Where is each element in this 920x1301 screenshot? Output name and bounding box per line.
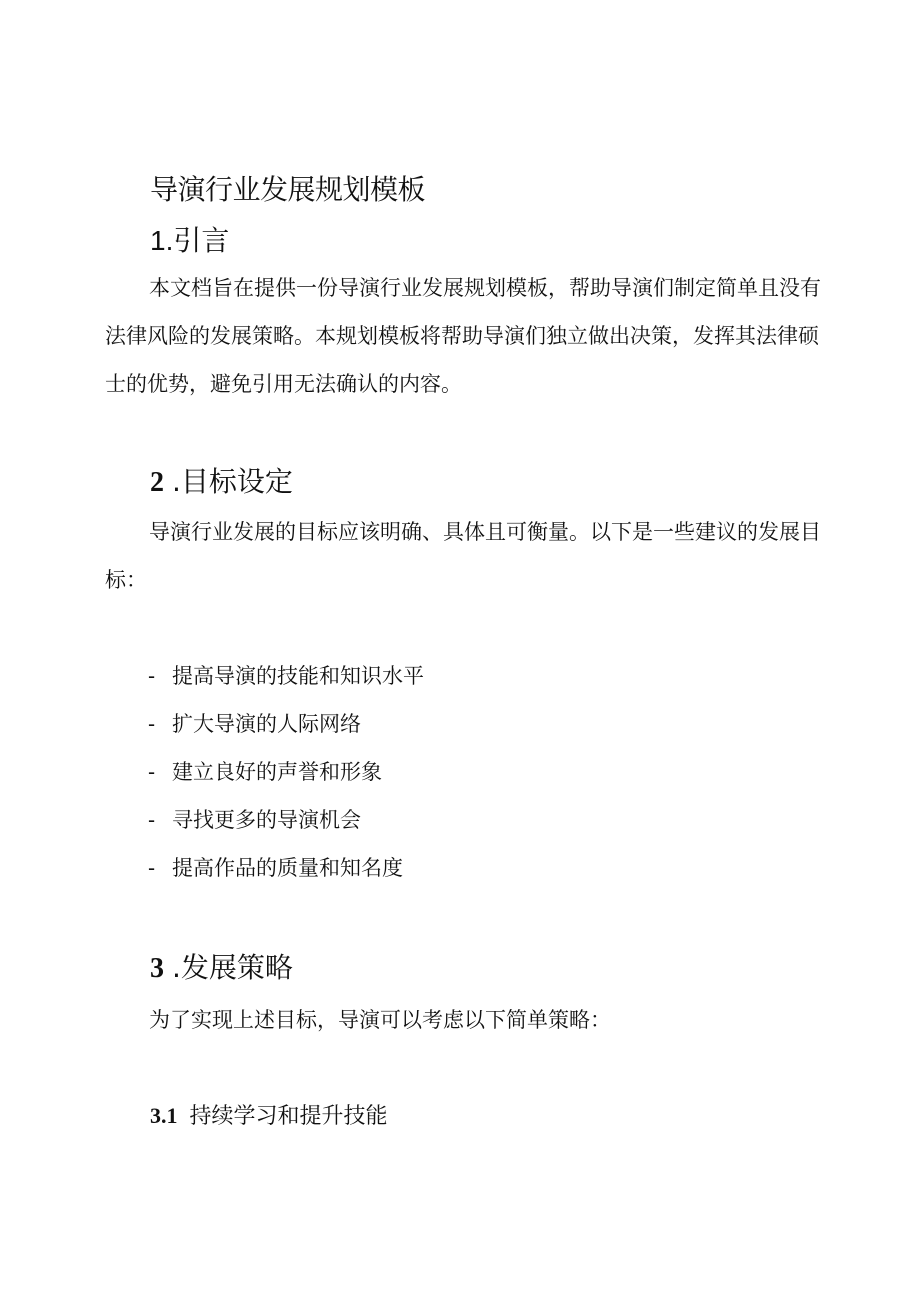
list-dash: - (148, 712, 156, 736)
subsection-3-1-number: 3.1 (150, 1103, 178, 1128)
section-3-title: .发展策略 (172, 951, 293, 984)
section-1-heading (150, 221, 229, 261)
list-item-text: 寻找更多的导演机会 (172, 808, 361, 832)
list-item (148, 800, 424, 848)
section-2-title: .目标设定 (172, 465, 293, 498)
list-dash: - (148, 664, 156, 688)
list-item-text: 提高导演的技能和知识水平 (172, 664, 424, 688)
subsection-3-1-heading (150, 1098, 388, 1135)
section-1-number: 1. (150, 225, 174, 256)
list-dash: - (148, 760, 156, 784)
list-item-text: 提高作品的质量和知名度 (172, 856, 403, 880)
goal-list (148, 656, 424, 896)
subsection-3-1-title: 持续学习和提升技能 (189, 1104, 388, 1129)
document-title: 导演行业发展规划模板 (150, 173, 426, 206)
list-item-text: 扩大导演的人际网络 (172, 712, 361, 736)
section-3-paragraph: 为了实现上述目标，导演可以考虑以下简单策略： (149, 1008, 611, 1032)
section-1-paragraph: 本文档旨在提供一份导演行业发展规划模板，帮助导演们制定简单且没有法律风险的发展策略。本规划模板将帮助导演们独立做出决策，发挥其法律硕士的优势，避免引用无法确认的内容。 (105, 276, 821, 396)
section-2-number: 2 (150, 467, 164, 498)
list-item (148, 704, 424, 752)
list-item-text: 建立良好的声誉和形象 (172, 760, 382, 784)
section-2-heading (150, 462, 293, 503)
list-item (148, 848, 424, 896)
section-3-heading (150, 948, 293, 989)
section-1-title: 引言 (173, 224, 230, 257)
section-2-paragraph: 导演行业发展的目标应该明确、具体且可衡量。以下是一些建议的发展目标： (105, 520, 821, 592)
list-dash: - (148, 808, 156, 832)
section-3-number: 3 (150, 953, 164, 984)
list-item (148, 656, 424, 704)
list-dash: - (148, 856, 156, 880)
list-item (148, 752, 424, 800)
